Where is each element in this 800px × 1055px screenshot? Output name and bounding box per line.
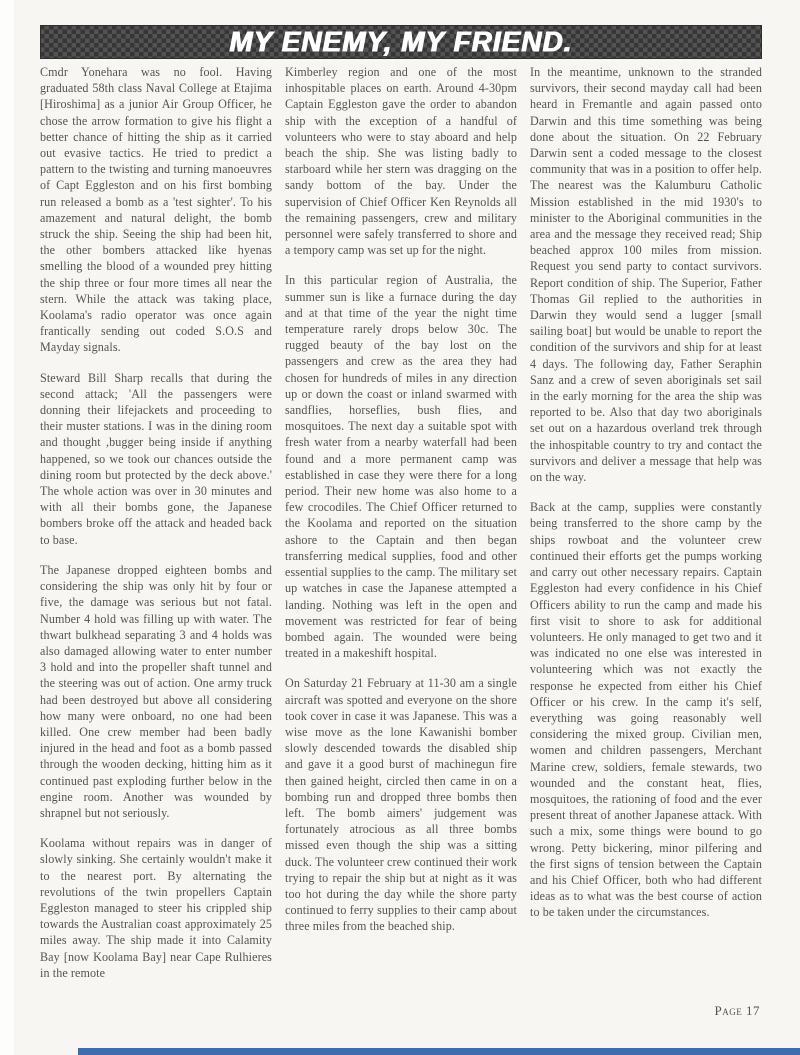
- column-2: [285, 64, 517, 1032]
- bottom-blue-bar: [78, 1048, 800, 1055]
- paragraph: Back at the camp, supplies were constantly being transferred to the shore camp by the ships rowboat and the volunteer crew continued their efforts get the pumps working and carry out other necessary repairs. Captain Eggleston had every confidence in his Chief Officers ability to run the camp and made his first visit to shore to ask for additional volunteers. He only managed to get two and it was indicated no one else was interested in volunteering which was not exactly the response he expected from either his Chief Officer or his crew. In the camp it's self, everything was going reasonably well considering the mixed group. Civilian men, women and children passengers, Merchant Marine crew, soldiers, female stewards, two wounded and the constant heat, flies, mosquitoes, the rationing of food and the ever present threat of another Japanese attack. With such a mix, some things were bound to go wrong. Petty bickering, minor pilfering and the first signs of tension between the Captain and his Chief Officer, both who had different ideas as to what was the best course of action to be taken under the circumstances.: [530, 500, 762, 920]
- paragraph: On Saturday 21 February at 11-30 am a single aircraft was spotted and everyone on the shore took cover in case it was Japanese. This was a wise move as the lone Kawanishi bomber slowly descended towards the disabled ship and gave it a good burst of machinegun fire then gained height, circled then came in on a bombing run and dropped three bombs then left. The bomb aimers' judgement was fortunately atrocious as all three bombs missed even though the ship was a sitting duck. The volunteer crew continued their work trying to repair the ship but at night as it was too hot during the day while the shore party continued to ferry supplies to their camp about three miles from the beached ship.: [285, 676, 517, 934]
- paragraph: Kimberley region and one of the most inhospitable places on earth. Around 4-30pm Captain Eggleston gave the order to abandon ship with the exception of a handful of volunteers who were to stay aboard and help beach the ship. She was listing badly to starboard while her stern was dragging on the sandy bottom of the bay. Under the supervision of Chief Officer Ken Reynolds all the remaining passengers, crew and military personnel were safely transferred to shore and a tempory camp was set up for the night.: [285, 65, 517, 258]
- article-title-banner: [40, 25, 762, 59]
- column-3: [530, 64, 762, 1032]
- paragraph: Cmdr Yonehara was no fool. Having graduated 58th class Naval College at Etajima [Hiroshima] as a junior Air Group Officer, he chose the arrow formation to give his flight a better chance of hitting the ship as it carried out evasive tactics. He tried to predict a pattern to the twisting and turning manoeuvres of Capt Eggleston and on his first bombing run released a bomb as a 'test sighter'. To his amazement and natural delight, the bomb struck the ship. Seeing the ship had been hit, the other bombers attacked like hyenas smelling the blood of a wounded prey hitting the ship three or four more times all near the stern. While the attack was taking place, Koolama's radio operator was once again frantically sending out coded S.O.S and Mayday signals.: [40, 65, 272, 355]
- scan-left-edge: [0, 0, 14, 1055]
- paragraph: In this particular region of Australia, the summer sun is like a furnace during the day and at that time of the year the night time temperature rarely drops below 30c. The rugged beauty of the bay lost on the passengers and crew as the area they had chosen for hundreds of miles in any direction up or down the coast or inland swarmed with sandflies, horseflies, bush flies, and mosquitoes. The next day a suitable spot with fresh water from a nearby waterfall had been found and a more permanent camp was established in case they were there for a long period. Their new home was also home to a few crocodiles. The Chief Officer returned to the Koolama and reported on the situation ashore to the Captain and then began transferring medical supplies, food and other essential supplies to the camp. The military set up watches in case the Japanese attempted a landing. Nothing was left in the open and movement was restricted for fear of being bombed again. The wounded were being treated in a makeshift hospital.: [285, 273, 517, 661]
- paragraph: The Japanese dropped eighteen bombs and considering the ship was only hit by four or five, the damage was serious but not fatal. Number 4 hold was filling up with water. The thwart bulkhead separating 3 and 4 holds was also damaged allowing water to enter number 3 hold and into the propeller shaft tunnel and the steering was out of action. One army truck had been destroyed but above all considering how many were onboard, no one had been killed. One crew member had been badly injured in the head and foot as a bomb passed through the wooden decking, hitting him as it continued past exploding further below in the engine room. Another was wounded by shrapnel but not seriously.: [40, 562, 272, 820]
- paragraph: In the meantime, unknown to the stranded survivors, their second mayday call had been heard in Fremantle and again passed onto Darwin and this time something was being done about the situation. On 22 February Darwin sent a coded message to the closest community that was in a position to offer help. The nearest was the Kalumburu Catholic Mission established in the mid 1930's to minister to the Aboriginal communities in the area and the message they received read; Ship beached approx 100 miles from mission. Request you send party to contact survivors. Report condition of ship. The Superior, Father Thomas Gil replied to the authorities in Darwin they would send a lugger [small sailing boat] but would be unable to report the condition of the survivors and ship for at least 4 days. The following day, Father Seraphin Sanz and a crew of seven aboriginals set sail in the early morning for the area the ship was reported to be. Also that day two aboriginals set out on a hazardous overland trek through the inhospitable country to try and contact the survivors and deliver a message that help was on the way.: [530, 65, 762, 485]
- page-number: Page 17: [714, 1003, 760, 1018]
- article-title: MY ENEMY, MY FRIEND.: [229, 25, 573, 58]
- article-body: [40, 64, 762, 1032]
- page-footer: [715, 1002, 760, 1020]
- column-1: [40, 64, 272, 1032]
- paragraph: Koolama without repairs was in danger of slowly sinking. She certainly wouldn't make it to the nearest port. By alternating the revolutions of the twin propellers Captain Eggleston managed to steer his crippled ship towards the Australian coast approximately 25 miles away. The ship made it into Calamity Bay [now Koolama Bay] near Cape Rulhieres in the remote: [40, 836, 272, 980]
- paragraph: Steward Bill Sharp recalls that during the second attack; 'All the passengers were donning their lifejackets and proceeding to their muster stations. I was in the dining room and thought ,bugger being inside if anything happened, so we took our chances outside the dining room but protected by the deck above.' The whole action was over in 30 minutes and with all their bombs gone, the Japanese bombers broke off the attack and headed back to base.: [40, 370, 272, 547]
